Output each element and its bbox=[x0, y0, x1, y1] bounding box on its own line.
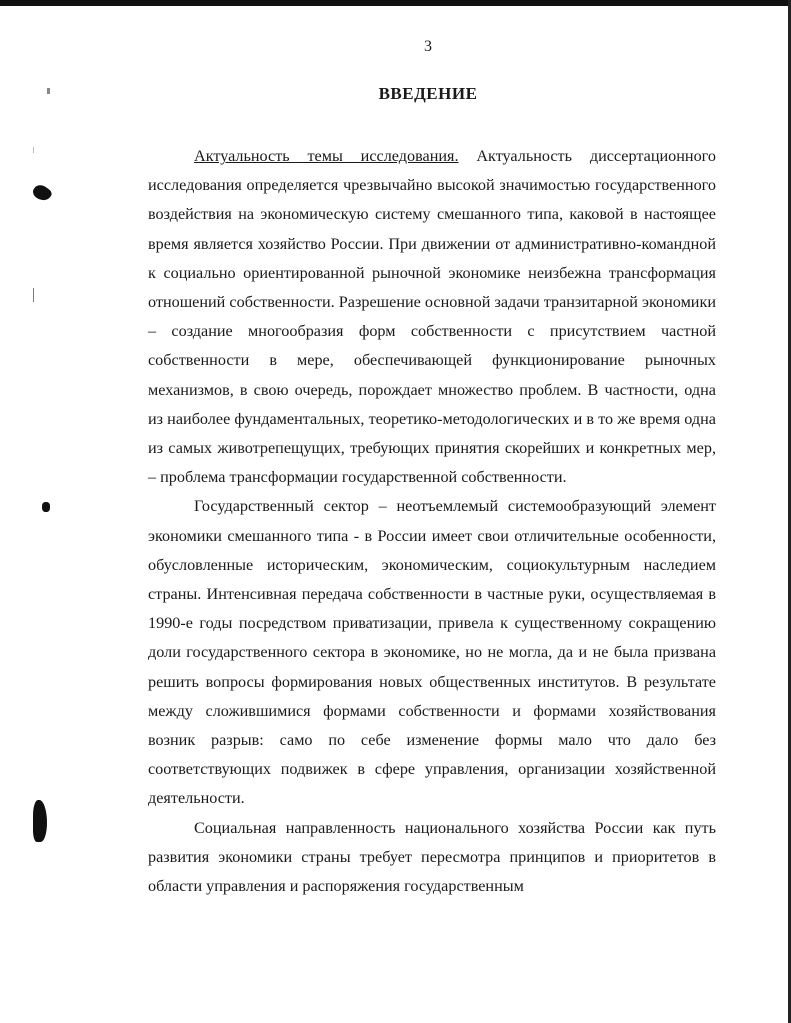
paragraph bbox=[148, 492, 716, 813]
paragraph-text: Государственный сектор – неотъемлемый системообразующий элемент экономики смешанного типа - в России имеет свои отличительные особенности, обусловленные историческим, экономическим, социокультурным наследием страны. Интенсивная передача собственности в частные руки, осуществляемая в 1990-е годы посредством приватизации, привела к существенному сокращению доли государственного сектора в экономике, но не могла, да и не была призвана решить вопросы формирования новых общественных институтов. В результате между сложившимися формами собственности и формами хозяйствования возник разрыв: само по себе изменение формы мало что дало без соответствующих подвижек в сфере управления, организации хозяйственной деятельности. bbox=[148, 497, 716, 808]
scan-artifact bbox=[42, 502, 50, 512]
scan-artifact bbox=[33, 800, 47, 842]
paragraph-text: Актуальность диссертационного исследования определяется чрезвычайно высокой значимостью государственного воздействия на экономическую систему смешанного типа, каковой в настоящее время является хозяйство России. При движении от административно-командной к социально ориентированной рыночной экономике неизбежна трансформация отношений собственности. Разрешение основной задачи транзитарной экономики – создание многообразия форм собственности с присутствием частной собственности в мере, обеспечивающей функционирование рыночных механизмов, в свою очередь, порождает множество проблем. В частности, одна из наиболее фундаментальных, теоретико-методологических и в то же время одна из самых животрепещущих, требующих принятия скорейших и конкретных мер, – проблема трансформации государственной собственности. bbox=[148, 147, 716, 487]
page-number: 3 bbox=[424, 38, 432, 55]
paragraph bbox=[148, 142, 716, 492]
scan-artifact bbox=[31, 182, 54, 204]
paragraph-text: Социальная направленность национального хозяйства России как путь развития экономики страны требует пересмотра принципов и приоритетов в области управления и распоряжения государственным bbox=[148, 818, 716, 896]
scan-artifact bbox=[33, 147, 34, 153]
body-text bbox=[148, 142, 716, 901]
topic-relevance-label: Актуальность темы исследования. bbox=[194, 147, 459, 165]
paragraph bbox=[148, 814, 716, 902]
scan-top-border bbox=[0, 0, 791, 6]
section-heading: ВВЕДЕНИЕ bbox=[378, 84, 478, 103]
scan-artifact bbox=[33, 288, 34, 302]
